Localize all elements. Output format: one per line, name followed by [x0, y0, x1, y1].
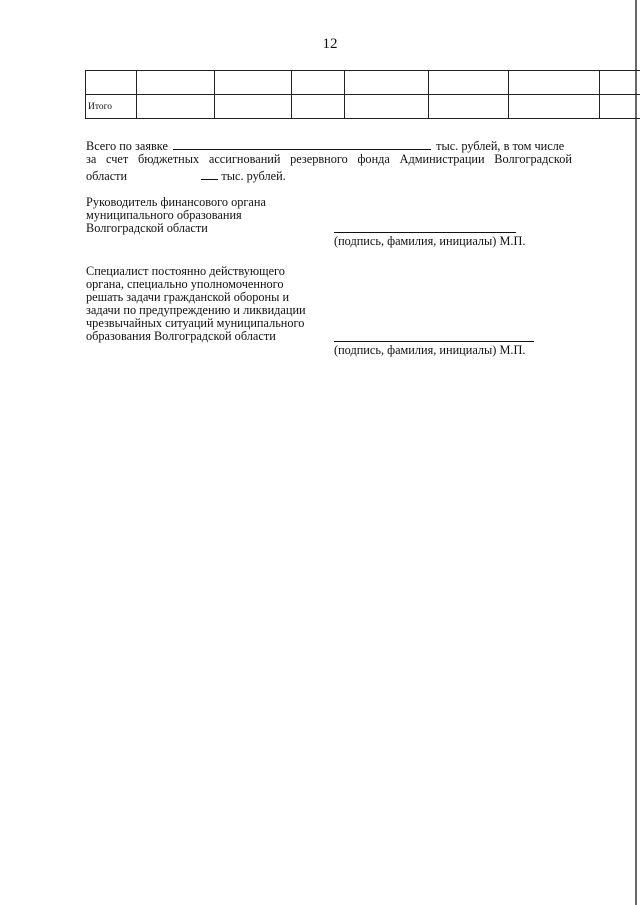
table-cell	[137, 71, 215, 95]
word: Администрации	[399, 152, 485, 166]
table-cell	[137, 95, 215, 119]
word: Волгоградской	[494, 152, 572, 166]
table-cell	[86, 71, 137, 95]
table-cell	[215, 71, 292, 95]
word: бюджетных	[137, 152, 200, 166]
civil-defense-specialist-title	[86, 265, 306, 343]
title-line: Руководитель финансового органа	[86, 195, 266, 209]
table-cell	[509, 71, 600, 95]
table-cell	[345, 95, 429, 119]
total-amount-blank	[173, 137, 431, 150]
signature-line-2	[334, 341, 534, 342]
title-line: органа, специально уполномоченного	[86, 277, 284, 291]
region-word: области	[86, 169, 128, 183]
summary-table	[85, 70, 640, 119]
word: ассигнований	[208, 152, 281, 166]
page-number: 12	[322, 36, 338, 52]
word: резервного	[290, 152, 348, 166]
title-line: Специалист постоянно действующего	[86, 264, 285, 278]
table-cell	[292, 71, 345, 95]
table-cell	[429, 71, 509, 95]
title-line: чрезвычайных ситуаций муниципального	[86, 316, 305, 330]
table-cell	[345, 71, 429, 95]
word: за	[86, 152, 97, 166]
title-line: образования Волгоградской области	[86, 329, 276, 343]
title-line: муниципального образования	[86, 208, 242, 222]
total-line-2	[86, 152, 572, 167]
table-row	[86, 71, 640, 95]
table-cell	[429, 95, 509, 119]
table-row-total	[86, 95, 640, 119]
reserve-suffix: тыс. рублей.	[221, 169, 286, 183]
total-line-3	[86, 167, 286, 184]
title-line: задачи по предупреждению и ликвидации	[86, 303, 306, 317]
word: счет	[106, 152, 129, 166]
table-cell	[292, 95, 345, 119]
total-prefix: Всего по заявке	[86, 139, 168, 153]
table-cell	[215, 95, 292, 119]
total-suffix: тыс. рублей, в том числе	[436, 139, 565, 153]
signature-line-1	[334, 232, 516, 233]
title-line: Волгоградской области	[86, 221, 208, 235]
table-cell	[509, 95, 600, 119]
finance-head-title	[86, 196, 266, 235]
table-cell	[600, 71, 640, 95]
page-edge	[635, 0, 637, 905]
reserve-amount-blank	[201, 167, 218, 180]
word: фонда	[357, 152, 390, 166]
signature-caption-2: (подпись, фамилия, инициалы) М.П.	[334, 343, 526, 357]
table-cell	[600, 95, 640, 119]
title-line: решать задачи гражданской обороны и	[86, 290, 290, 304]
total-label: Итого	[86, 95, 137, 119]
signature-caption-1: (подпись, фамилия, инициалы) М.П.	[334, 234, 526, 248]
